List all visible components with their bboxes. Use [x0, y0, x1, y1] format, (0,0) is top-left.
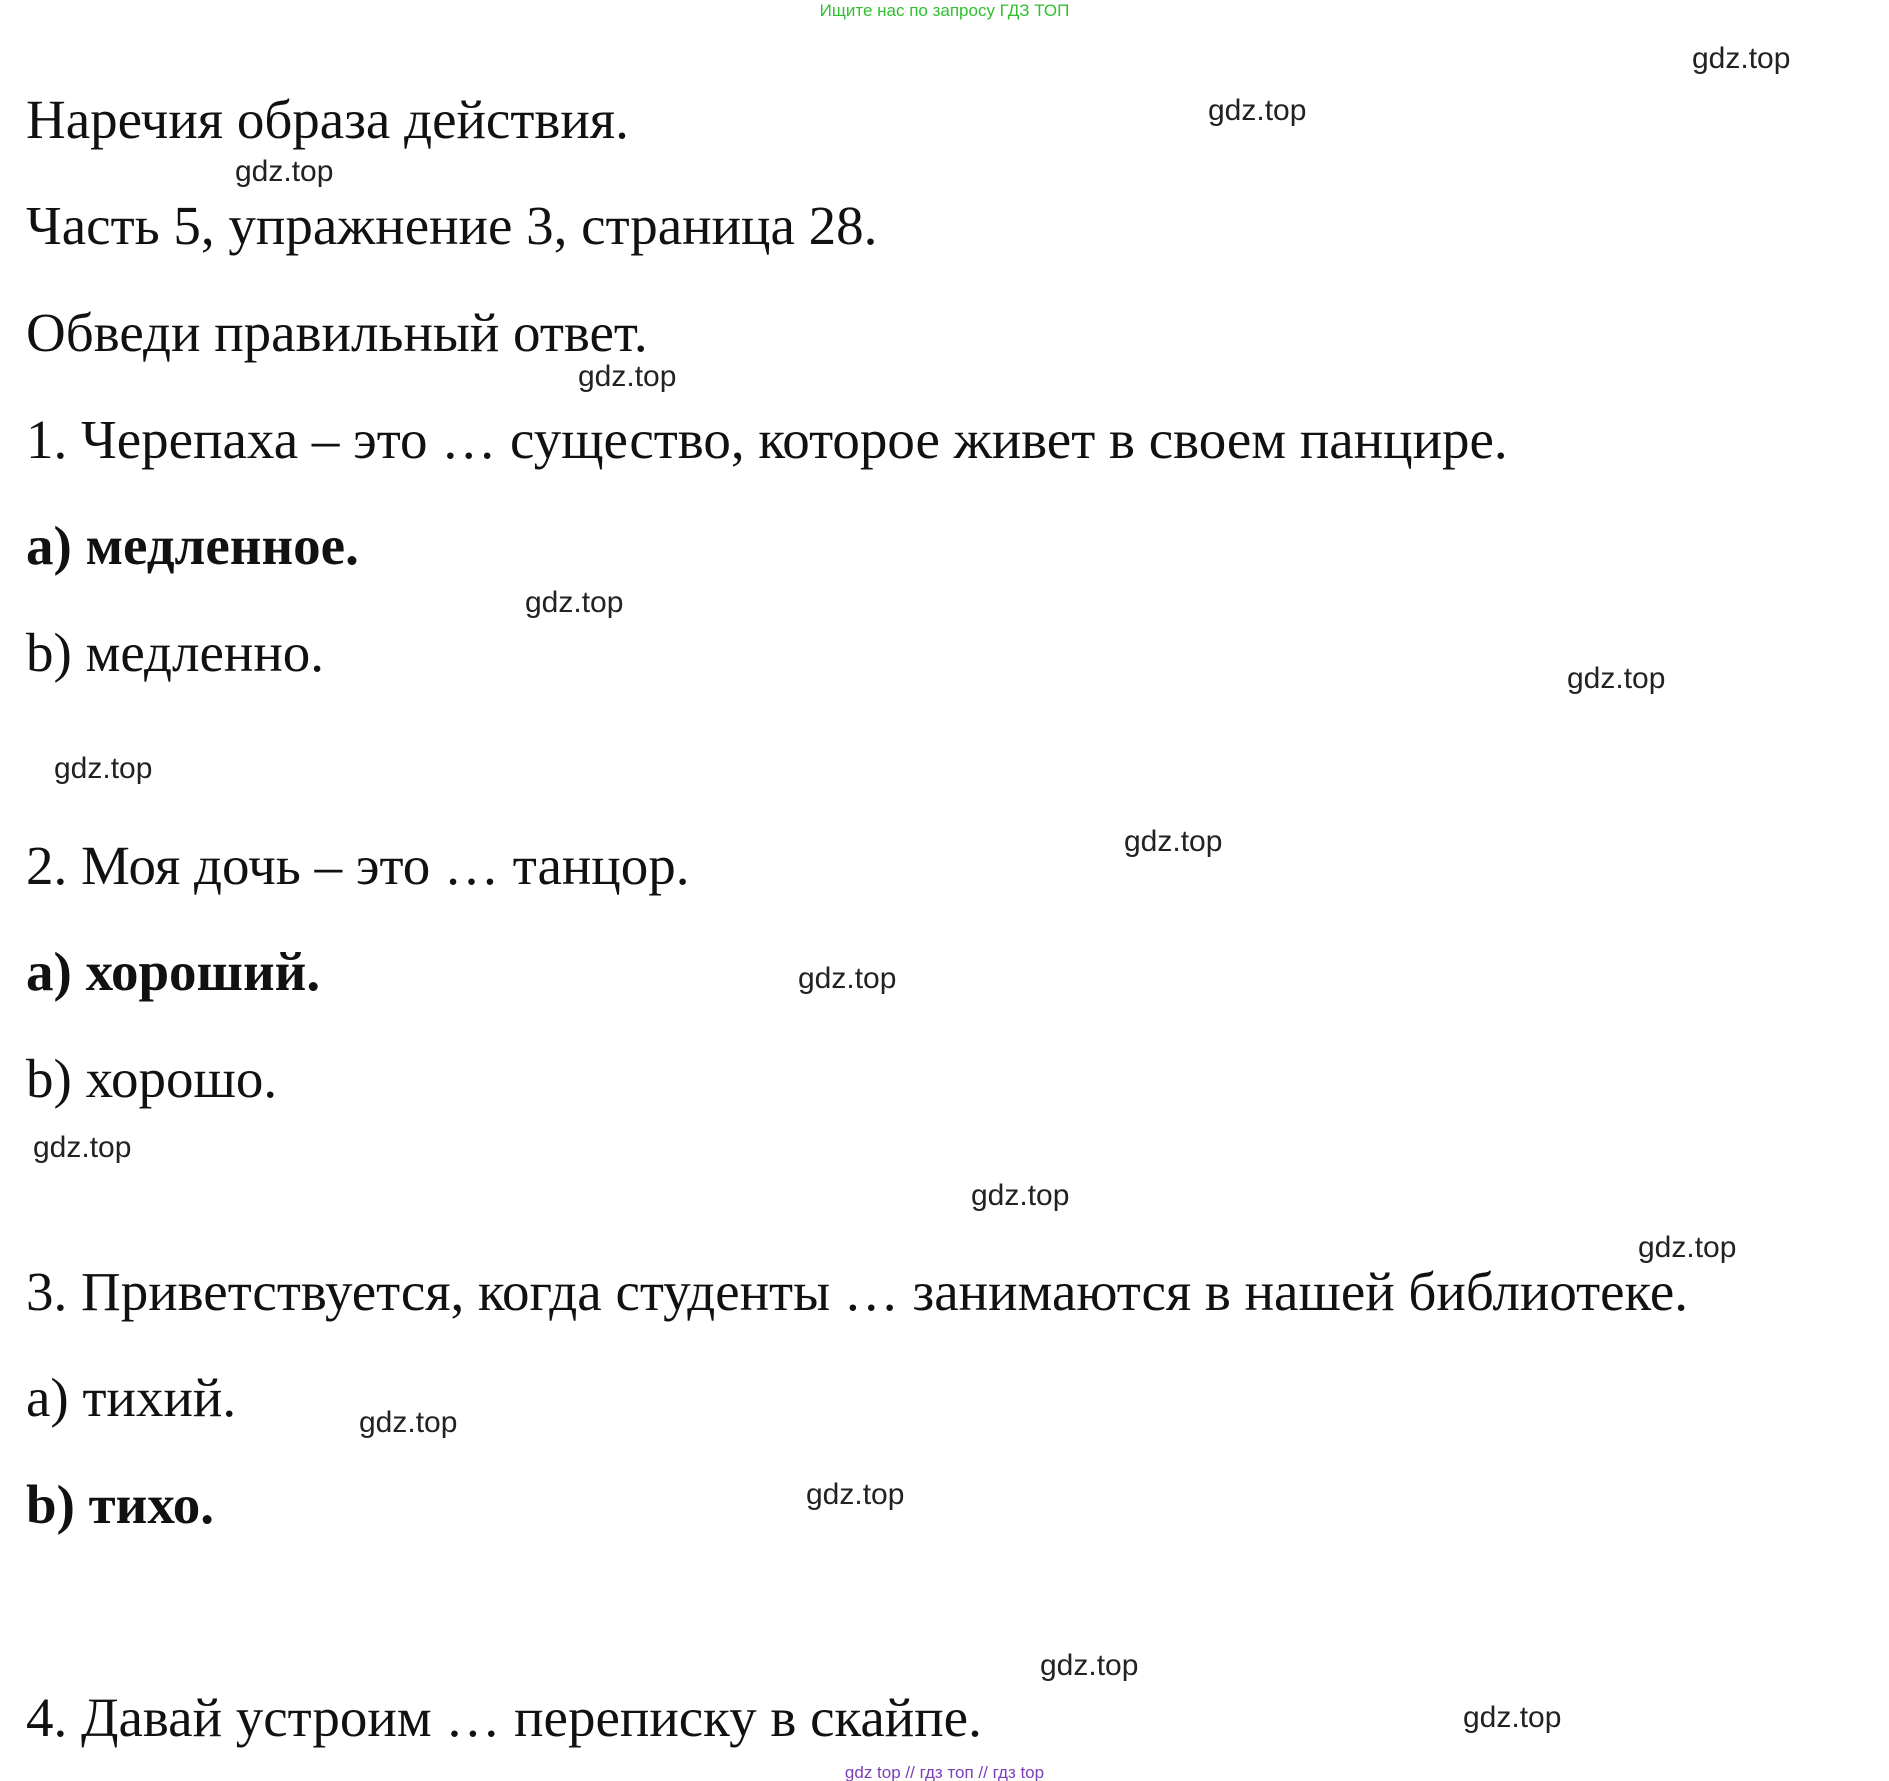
watermark: gdz.top — [798, 962, 897, 995]
question-2: 2. Моя дочь – это … танцор. — [26, 835, 690, 896]
question-1-option-a-selected: а) медленное. — [26, 515, 359, 576]
watermark: gdz.top — [1208, 94, 1307, 127]
top-banner[interactable]: Ищите нас по запросу ГДЗ ТОП — [819, 1, 1070, 20]
watermark: gdz.top — [235, 155, 334, 188]
question-3: 3. Приветствуется, когда студенты … занимаются в нашей библиотеке. — [26, 1261, 1689, 1322]
exercise-reference: Часть 5, упражнение 3, страница 28. — [26, 195, 878, 256]
watermark: gdz.top — [1463, 1701, 1562, 1734]
watermark: gdz.top — [33, 1131, 132, 1164]
question-2-option-a-selected: а) хороший. — [26, 941, 321, 1002]
question-3-option-a: а) тихий. — [26, 1367, 237, 1428]
watermark: gdz.top — [525, 586, 624, 619]
watermark: gdz.top — [359, 1406, 458, 1439]
question-1: 1. Черепаха – это … существо, которое живет в своем панцире. — [26, 409, 1508, 470]
watermark: gdz.top — [1124, 825, 1223, 858]
question-2-option-b: b) хорошо. — [26, 1048, 278, 1109]
watermark: gdz.top — [1638, 1231, 1737, 1264]
watermark: gdz.top — [806, 1478, 905, 1511]
watermark: gdz.top — [54, 752, 153, 785]
watermark: gdz.top — [578, 360, 677, 393]
page-title: Наречия образа действия. — [26, 89, 629, 150]
instruction: Обведи правильный ответ. — [26, 302, 648, 363]
question-1-option-b: b) медленно. — [26, 622, 325, 683]
question-3-option-b-selected: b) тихо. — [26, 1474, 215, 1535]
watermark: gdz.top — [1567, 662, 1666, 695]
bottom-banner[interactable]: gdz top // гдз топ // гдз top — [844, 1763, 1045, 1781]
watermark: gdz.top — [1040, 1649, 1139, 1682]
watermark: gdz.top — [971, 1179, 1070, 1212]
watermark: gdz.top — [1692, 42, 1791, 75]
question-4: 4. Давай устроим … переписку в скайпе. — [26, 1687, 982, 1748]
